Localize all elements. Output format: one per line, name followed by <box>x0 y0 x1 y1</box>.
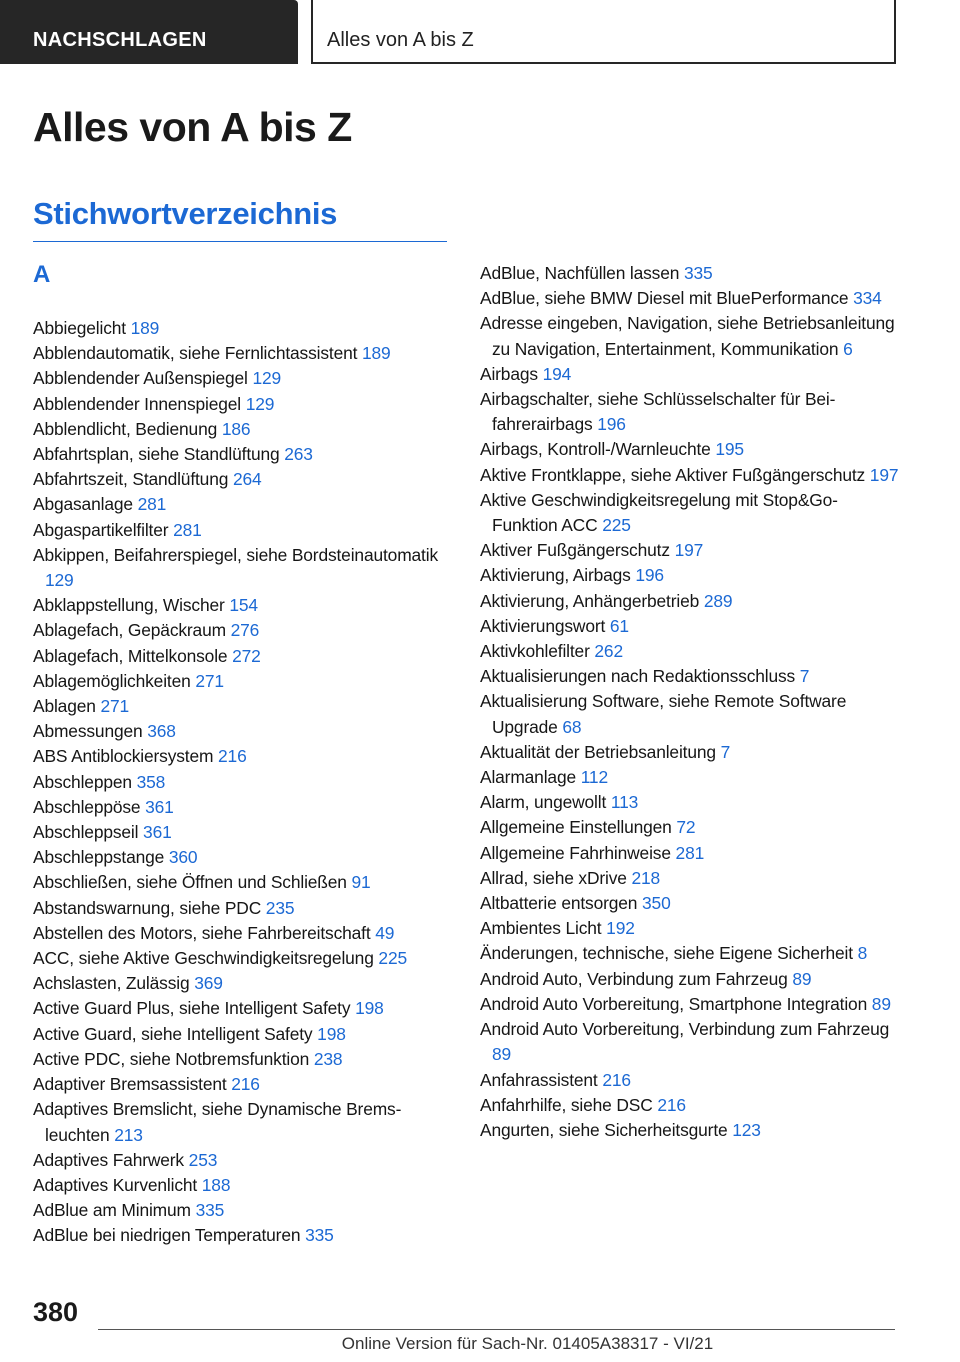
index-entry-term: Aktualisierungen nach Redaktionsschluss <box>480 666 796 687</box>
index-entry <box>480 916 900 941</box>
index-entry-term: Airbags <box>480 363 538 384</box>
index-entry-term: Aktiver Fußgängerschutz <box>480 540 670 561</box>
section-tab[interactable]: NACHSCHLAGEN <box>0 0 298 64</box>
index-entry <box>33 996 451 1021</box>
section-title: Stichwortverzeichnis <box>33 196 447 242</box>
index-entry <box>480 437 900 462</box>
index-entry-term: Anfahrhilfe, siehe DSC <box>480 1094 653 1115</box>
index-entry-page-link[interactable]: 271 <box>100 696 130 717</box>
index-entry-page-link[interactable]: 361 <box>143 822 172 843</box>
index-entry <box>480 362 900 387</box>
index-entry-page-link[interactable]: 218 <box>631 867 661 888</box>
index-entry-term: ABS Antiblockiersystem <box>33 746 214 767</box>
index-entry <box>480 614 900 639</box>
index-entry-term: Aktivkohlefilter <box>480 641 590 662</box>
index-entry-term: Aktive Geschwindigkeitsregelung mit Stop&Go-Funktion ACC <box>480 489 838 536</box>
index-entry-page-link[interactable]: 225 <box>602 515 631 536</box>
index-entry-page-link[interactable]: 276 <box>230 620 260 641</box>
index-entry <box>480 1017 900 1067</box>
index-entry-page-link[interactable]: 360 <box>168 847 198 868</box>
index-entry <box>480 1068 900 1093</box>
index-entry <box>33 392 451 417</box>
index-entry-term: Abschleppöse <box>33 796 141 817</box>
index-entry-page-link[interactable]: 334 <box>853 288 882 309</box>
index-entry <box>480 488 900 538</box>
index-entry-page-link[interactable]: 271 <box>195 670 224 691</box>
index-entry-term: AdBlue bei niedrigen Temperaturen <box>33 1225 301 1246</box>
index-entry <box>33 518 451 543</box>
index-entry-page-link[interactable]: 8 <box>857 943 868 964</box>
index-entry-page-link[interactable]: 89 <box>871 993 891 1014</box>
index-entry <box>33 795 451 820</box>
chapter-tab[interactable]: Alles von A bis Z <box>311 0 896 64</box>
index-entry <box>33 744 451 769</box>
index-entry <box>480 841 900 866</box>
index-entry <box>480 891 900 916</box>
index-entry <box>33 1148 451 1173</box>
index-entry-page-link[interactable]: 361 <box>145 796 174 817</box>
index-entry <box>480 866 900 891</box>
footer-divider <box>98 1329 895 1330</box>
index-entry-term: Aktivierung, Airbags <box>480 565 631 586</box>
index-entry <box>480 1093 900 1118</box>
index-entry <box>480 689 900 739</box>
index-entry-term: Abstandswarnung, siehe PDC <box>33 897 262 918</box>
index-entry <box>480 589 900 614</box>
index-entry-page-link[interactable]: 235 <box>265 897 295 918</box>
index-entry-term: Abblendlicht, Bedienung <box>33 418 218 439</box>
index-entry-page-link[interactable]: 195 <box>715 439 744 460</box>
index-entry-page-link[interactable]: 113 <box>610 792 639 813</box>
index-entry-page-link[interactable]: 196 <box>597 414 626 435</box>
index-entry-term: Aktivierungswort <box>480 615 606 636</box>
index-entry <box>33 770 451 795</box>
index-entry-page-link[interactable]: 89 <box>492 1044 512 1065</box>
index-entry <box>480 387 900 437</box>
index-entry <box>33 896 451 921</box>
index-entry-term: Abkippen, Beifahrerspiegel, siehe Bordsteinautomatik <box>33 544 438 565</box>
index-entry <box>33 820 451 845</box>
index-entry-page-link[interactable]: 196 <box>635 565 664 586</box>
index-entry <box>480 992 900 1017</box>
index-entry-page-link[interactable]: 216 <box>218 746 247 767</box>
index-entry-term: Abmessungen <box>33 721 143 742</box>
index-entry-page-link[interactable]: 213 <box>114 1124 143 1145</box>
index-entry-term: Abfahrtszeit, Standlüftung <box>33 469 229 490</box>
index-entry-page-link[interactable]: 335 <box>683 263 713 283</box>
index-column-left <box>33 316 451 1249</box>
index-entry-page-link[interactable]: 6 <box>843 338 853 359</box>
index-entry-term: Allgemeine Einstellungen <box>480 817 672 838</box>
index-entry-page-link[interactable]: 281 <box>173 519 202 540</box>
index-entry-page-link[interactable]: 112 <box>580 767 608 788</box>
index-entry-page-link[interactable]: 350 <box>642 893 671 914</box>
index-entry-page-link[interactable]: 272 <box>232 645 261 666</box>
index-entry-term: Achslasten, Zulässig <box>33 973 190 994</box>
index-entry-term: Airbagschalter, siehe Schlüsselschalter für Beifahrerairbags <box>480 389 836 435</box>
index-entry-page-link[interactable]: 263 <box>284 444 313 465</box>
index-entry-page-link[interactable]: 197 <box>869 464 899 485</box>
index-entry-term: Abklappstellung, Wischer <box>33 595 225 616</box>
index-entry-page-link[interactable]: 216 <box>602 1069 631 1090</box>
index-entry-term: Aktivierung, Anhängerbetrieb <box>480 590 700 611</box>
index-entry-term: Aktualität der Betriebsanleitung <box>480 741 716 762</box>
index-entry-page-link[interactable]: 368 <box>147 721 176 742</box>
index-entry <box>33 694 451 719</box>
index-entry-page-link[interactable]: 61 <box>609 615 629 636</box>
index-entry-term: Ambientes Licht <box>480 918 602 939</box>
index-entry <box>33 442 451 467</box>
index-entry <box>33 1097 451 1147</box>
index-entry-page-link[interactable]: 89 <box>792 968 812 989</box>
index-entry <box>480 815 900 840</box>
index-entry <box>480 941 900 966</box>
index-entry-page-link[interactable]: 188 <box>201 1174 231 1195</box>
index-entry-term: Abblendautomatik, siehe Fernlichtassistent <box>33 343 358 364</box>
index-entry-page-link[interactable]: 129 <box>45 570 74 591</box>
index-entry-page-link[interactable]: 91 <box>351 872 371 893</box>
index-entry <box>33 366 451 391</box>
index-entry-page-link[interactable]: 335 <box>195 1200 225 1221</box>
index-entry-page-link[interactable]: 123 <box>732 1119 761 1140</box>
index-entry-term: Abgaspartikelfilter <box>33 519 169 540</box>
index-entry <box>480 538 900 563</box>
index-entry-page-link[interactable]: 72 <box>676 817 696 838</box>
index-entry-page-link[interactable]: 189 <box>130 318 160 338</box>
index-entry-term: Active Guard Plus, siehe Intelligent Safety <box>33 998 351 1019</box>
index-entry-page-link[interactable]: 198 <box>355 998 384 1019</box>
index-entry <box>33 946 451 971</box>
index-entry-term: Adaptives Fahrwerk <box>33 1149 184 1170</box>
index-entry-page-link[interactable]: 49 <box>375 922 395 943</box>
index-entry-term: Alarm, ungewollt <box>480 792 607 813</box>
index-entry-page-link[interactable]: 262 <box>594 641 623 662</box>
index-entry <box>33 971 451 996</box>
index-entry-term: Aktive Frontklappe, siehe Aktiver Fußgängerschutz <box>480 464 866 485</box>
index-entry-page-link[interactable]: 281 <box>137 494 167 515</box>
index-entry-page-link[interactable]: 369 <box>194 973 223 994</box>
index-entry-term: Abblendender Innenspiegel <box>33 393 242 414</box>
index-entry-term: AdBlue am Minimum <box>33 1200 191 1221</box>
index-entry-page-link[interactable]: 192 <box>606 918 635 939</box>
index-entry <box>33 1047 451 1072</box>
index-entry-term: Android Auto Vorbereitung, Smartphone Integration <box>480 993 868 1014</box>
index-entry <box>33 1022 451 1047</box>
index-entry <box>480 311 900 361</box>
index-entry-term: Adaptives Kurvenlicht <box>33 1174 198 1195</box>
index-entry <box>33 1173 451 1198</box>
index-entry <box>480 790 900 815</box>
index-entry <box>33 467 451 492</box>
index-entry <box>33 845 451 870</box>
index-entry <box>480 765 900 790</box>
index-entry-term: Abschleppstange <box>33 847 165 868</box>
index-entry-page-link[interactable]: 194 <box>542 363 572 384</box>
index-entry-term: Ablagen <box>33 696 96 717</box>
index-entry <box>33 492 451 517</box>
index-column-right <box>480 261 900 1143</box>
index-entry-term: Ablagefach, Gepäckraum <box>33 620 226 641</box>
index-entry-term: Abstellen des Motors, siehe Fahrbereitschaft <box>33 922 371 943</box>
index-entry <box>33 543 451 593</box>
index-entry <box>33 719 451 744</box>
index-entry-page-link[interactable]: 7 <box>799 666 810 687</box>
index-entry <box>33 1072 451 1097</box>
index-entry <box>33 644 451 669</box>
index-entry <box>480 639 900 664</box>
letter-heading: A <box>33 261 51 288</box>
index-entry-page-link[interactable]: 129 <box>245 393 275 414</box>
index-entry <box>480 967 900 992</box>
index-entry-term: Altbatterie entsorgen <box>480 893 638 914</box>
index-entry-term: Ablagemöglichkeiten <box>33 670 191 691</box>
page-number: 380 <box>33 1297 79 1327</box>
index-entry-page-link[interactable]: 197 <box>674 540 704 561</box>
index-entry-page-link[interactable]: 189 <box>362 343 391 364</box>
index-entry-page-link[interactable]: 264 <box>232 469 262 490</box>
page-title: Alles von A bis Z <box>33 104 352 150</box>
index-entry <box>480 286 900 311</box>
index-entry-page-link[interactable]: 129 <box>252 368 282 389</box>
index-entry <box>33 1198 451 1223</box>
index-entry-term: Änderungen, technische, siehe Eigene Sicherheit <box>480 943 853 964</box>
index-entry-page-link[interactable]: 154 <box>229 595 258 616</box>
index-entry-page-link[interactable]: 281 <box>675 842 705 863</box>
index-entry <box>33 417 451 442</box>
index-entry <box>480 261 900 286</box>
index-entry-page-link[interactable]: 216 <box>231 1074 260 1095</box>
index-entry-term: Adaptives Bremslicht, siehe Dynamische Bremsleuchten <box>33 1099 402 1145</box>
index-entry-term: AdBlue, Nachfüllen lassen <box>480 263 680 283</box>
index-entry-page-link[interactable]: 216 <box>657 1094 686 1115</box>
index-entry <box>480 1118 900 1143</box>
index-entry <box>33 341 451 366</box>
index-entry-term: Active PDC, siehe Notbremsfunktion <box>33 1048 310 1069</box>
index-entry <box>33 1223 451 1248</box>
index-entry-page-link[interactable]: 253 <box>188 1149 218 1170</box>
index-entry-term: AdBlue, siehe BMW Diesel mit BluePerformance <box>480 288 849 309</box>
index-entry <box>33 316 451 341</box>
index-entry-page-link[interactable]: 225 <box>378 948 407 969</box>
index-entry-term: Adresse eingeben, Navigation, siehe Betriebsanleitung zu Navigation, Entertainment, Kommunikation <box>480 313 895 359</box>
index-entry-page-link[interactable]: 198 <box>317 1023 346 1044</box>
online-version-note: Online Version für Sach-Nr. 01405A38317 - VI/21 <box>341 1334 714 1353</box>
index-entry-term: Angurten, siehe Sicherheitsgurte <box>480 1119 728 1140</box>
index-entry-term: Abschleppseil <box>33 822 139 843</box>
index-entry <box>33 669 451 694</box>
index-entry-page-link[interactable]: 335 <box>305 1225 334 1246</box>
index-entry <box>480 563 900 588</box>
index-entry-term: Active Guard, siehe Intelligent Safety <box>33 1023 313 1044</box>
index-entry <box>33 870 451 895</box>
index-entry <box>480 740 900 765</box>
index-entry-term: Anfahrassistent <box>480 1069 598 1090</box>
index-entry-term: Allrad, siehe xDrive <box>480 867 627 888</box>
index-entry-term: Abgasanlage <box>33 494 133 515</box>
index-entry-page-link[interactable]: 238 <box>313 1048 343 1069</box>
index-entry-term: Abbiegelicht <box>33 318 126 338</box>
index-entry-page-link[interactable]: 68 <box>562 716 582 737</box>
index-entry <box>33 921 451 946</box>
index-entry-term: Android Auto, Verbindung zum Fahrzeug <box>480 968 788 989</box>
index-entry-page-link[interactable]: 289 <box>703 590 733 611</box>
index-entry-term: Ablagefach, Mittelkonsole <box>33 645 228 666</box>
index-entry-term: Abfahrtsplan, siehe Standlüftung <box>33 444 280 465</box>
index-entry <box>480 463 900 488</box>
index-entry-term: Airbags, Kontroll-/Warnleuchte <box>480 439 711 460</box>
header-bar <box>0 0 960 66</box>
index-entry-term: Abblendender Außenspiegel <box>33 368 248 389</box>
index-entry <box>33 593 451 618</box>
index-entry-term: Android Auto Vorbereitung, Verbindung zum Fahrzeug <box>480 1019 890 1040</box>
index-entry-page-link[interactable]: 358 <box>136 771 166 792</box>
index-entry-term: Alarmanlage <box>480 767 576 788</box>
index-entry-term: Abschleppen <box>33 771 132 792</box>
index-entry-term: Aktualisierung Software, siehe Remote Software Upgrade <box>480 691 847 737</box>
index-entry-term: ACC, siehe Aktive Geschwindigkeitsregelung <box>33 948 374 969</box>
index-entry-term: Adaptiver Bremsassistent <box>33 1074 227 1095</box>
index-entry <box>480 664 900 689</box>
index-entry-term: Allgemeine Fahrhinweise <box>480 842 671 863</box>
index-entry-page-link[interactable]: 186 <box>221 418 251 439</box>
index-entry-term: Abschließen, siehe Öffnen und Schließen <box>33 872 347 893</box>
index-entry <box>33 618 451 643</box>
index-entry-page-link[interactable]: 7 <box>720 741 731 762</box>
